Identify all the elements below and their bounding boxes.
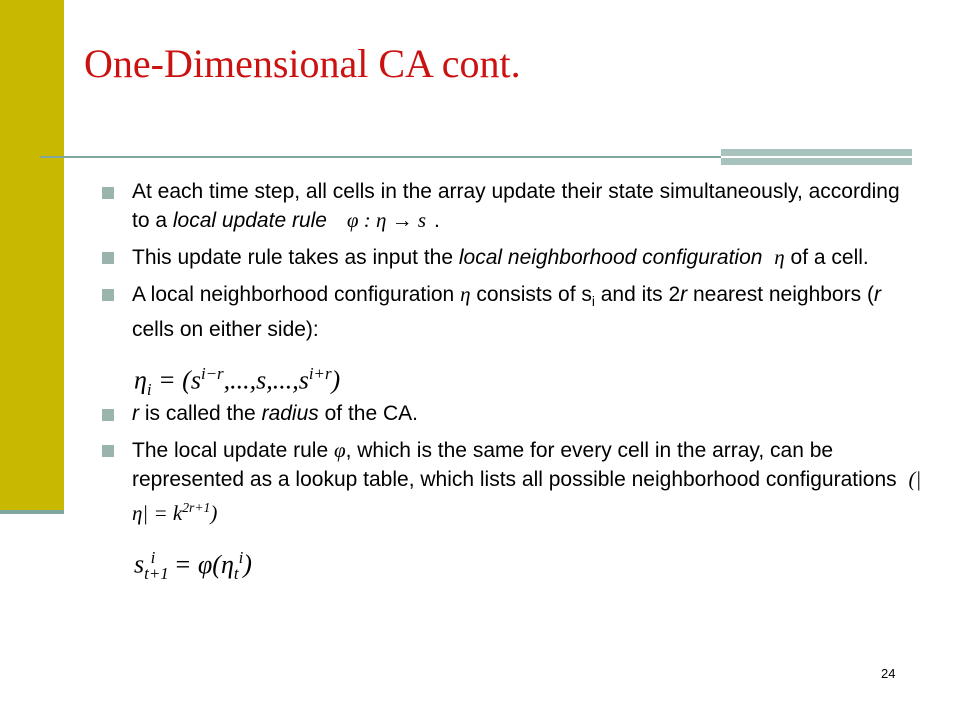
title-divider-accent-gap — [721, 156, 912, 158]
bullet-3-r1: r — [680, 283, 688, 306]
slide-title: One-Dimensional CA cont. — [84, 41, 521, 86]
bullet-1-emphasis: local update rule — [172, 209, 327, 232]
bullet-item-5 — [102, 436, 922, 528]
formula-1-lhs: η — [134, 365, 147, 395]
formula-1-lhs-sub: i — [146, 380, 152, 400]
bullet-list — [102, 178, 922, 584]
neighborhood-formula — [102, 352, 922, 400]
bullet-2-symbol: η — [774, 245, 785, 269]
left-accent-bar — [0, 0, 64, 512]
formula-2-sup2: i — [238, 548, 244, 568]
bullet-5-symbol: φ — [333, 438, 346, 463]
formula-2-s: s — [134, 549, 145, 579]
bullet-marker — [102, 252, 114, 264]
bullet-item-4 — [102, 400, 922, 428]
page-number: 24 — [881, 666, 896, 681]
formula-2-sup: i — [150, 548, 156, 568]
bullet-2-emphasis: local neighborhood configuration — [458, 246, 763, 269]
formula-2-eq: = φ(η — [167, 549, 234, 579]
formula-1-sup1: i−r — [200, 364, 224, 384]
bullet-5-formula-sup: 2r+1 — [182, 500, 211, 516]
bullet-1-end: . — [434, 209, 440, 232]
bullet-2-end: of a cell. — [784, 246, 869, 269]
formula-2-sub2: t — [233, 564, 239, 584]
bullet-marker — [102, 289, 114, 301]
bullet-3-text3: and its 2 — [594, 283, 681, 306]
bullet-5-text2: , which is the same for every cell in the array, can be represented as a lookup table, which lists all possible neighborhood configurations — [132, 439, 903, 492]
bullet-marker — [102, 445, 114, 457]
bullet-3-symbol: η — [460, 282, 471, 306]
update-rule-formula — [102, 536, 922, 584]
bullet-4-end: of the CA. — [318, 402, 418, 426]
bullet-4-r: r — [132, 402, 139, 426]
bullet-4-text: is called the — [139, 402, 262, 426]
formula-1-sup2: i+r — [308, 364, 332, 384]
bullet-item-1 — [102, 178, 922, 235]
bullet-marker — [102, 187, 114, 199]
bullet-5-text: The local update rule — [132, 439, 334, 463]
bullet-3-text: A local neighborhood configuration — [132, 283, 461, 306]
formula-2-sub: t+1 — [144, 564, 169, 584]
bullet-marker — [102, 409, 114, 421]
bullet-5-formula-main: (|η| = k — [132, 467, 922, 526]
left-accent-bar-base — [0, 510, 64, 514]
bullet-3-text5: cells on either side): — [132, 318, 319, 342]
bullet-item-2 — [102, 243, 922, 272]
bullet-1-formula: φ : η → s — [346, 208, 427, 232]
bullet-item-3 — [102, 280, 922, 344]
formula-1-end: ) — [331, 365, 341, 395]
bullet-3-text2: consists of s — [470, 283, 592, 306]
bullet-2-text: This update rule takes as input the — [132, 246, 459, 269]
bullet-3-text4: nearest neighbors ( — [687, 283, 874, 306]
bullet-3-r2: r — [873, 283, 881, 306]
formula-2-end: ) — [243, 549, 252, 579]
formula-1-eq: = (s — [151, 365, 201, 395]
bullet-3-subscript: i — [591, 294, 595, 310]
bullet-4-emphasis: radius — [261, 402, 319, 426]
bullet-1-text: At each time step, all cells in the array update their state simultaneously, according to a — [132, 180, 900, 232]
formula-1-mid: ,...,s,...,s — [223, 365, 309, 395]
bullet-5-formula-end: ) — [210, 501, 218, 526]
